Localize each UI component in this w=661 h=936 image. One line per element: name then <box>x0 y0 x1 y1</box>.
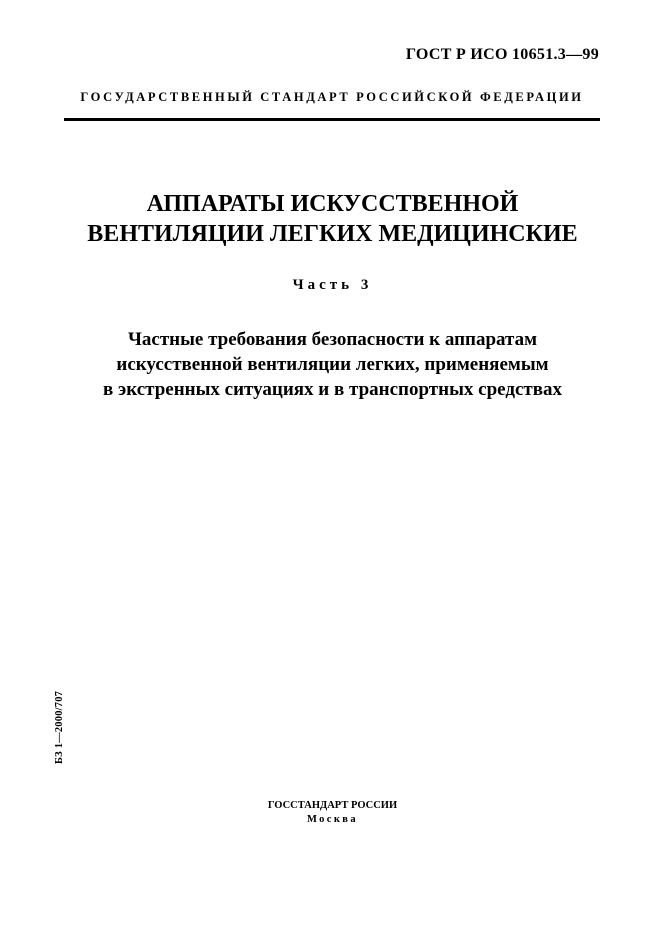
subtitle-line-1: Частные требования безопасности к аппаратам <box>127 329 538 350</box>
subtitle-line-3: в экстренных ситуациях и в транспортных средствах <box>103 379 562 400</box>
subtitle-line-2: искусственной вентиляции легких, применяемым <box>116 354 549 375</box>
standard-number: ГОСТ Р ИСО 10651.3—99 <box>405 46 599 63</box>
publisher-name: ГОССТАНДАРТ РОССИИ <box>267 800 398 811</box>
header-divider <box>64 118 600 121</box>
document-title <box>40 189 625 249</box>
title-line-2: ВЕНТИЛЯЦИИ ЛЕГКИХ МЕДИЦИНСКИЕ <box>87 221 578 247</box>
part-label: Часть 3 <box>292 277 373 293</box>
state-standard-heading: ГОСУДАРСТВЕННЫЙ СТАНДАРТ РОССИЙСКОЙ ФЕДЕРАЦИИ <box>80 90 584 104</box>
document-subtitle <box>40 327 625 402</box>
title-line-1: АППАРАТЫ ИСКУССТВЕННОЙ <box>146 191 519 217</box>
side-catalog-code: БЗ 1—2000/707 <box>54 690 65 764</box>
publisher-city: Москва <box>306 814 359 825</box>
